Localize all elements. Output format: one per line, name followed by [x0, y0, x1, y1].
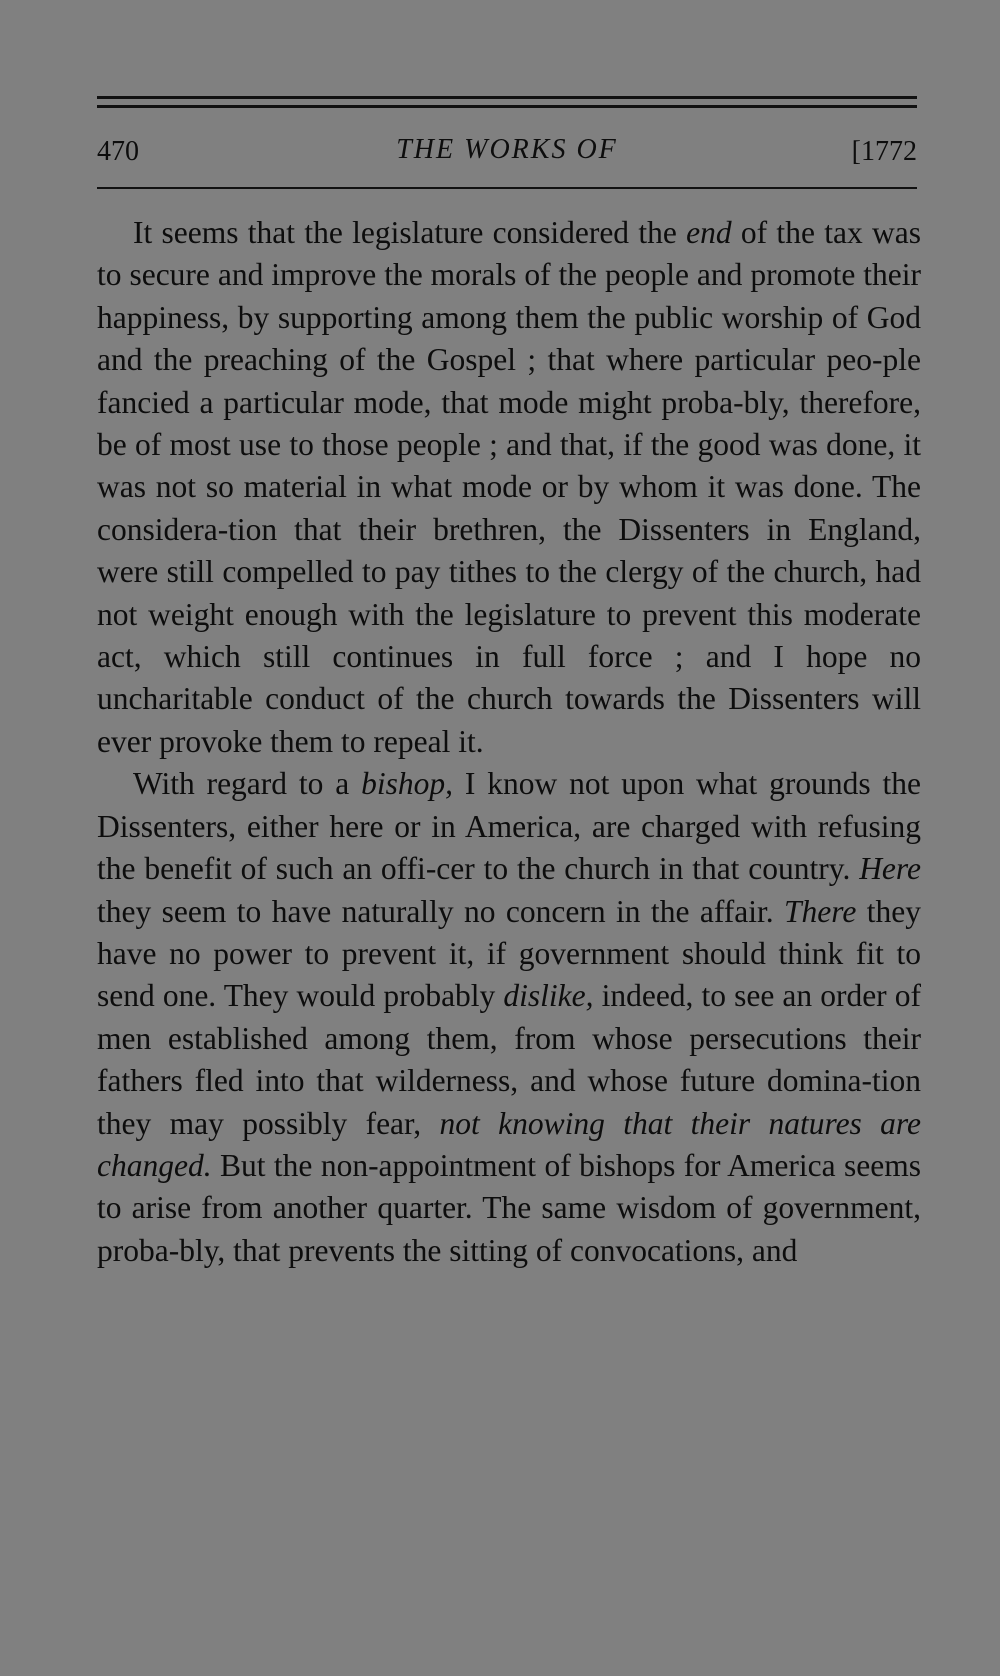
text-run: they have no power to prevent it, if government should think fit to send one. They would probably [97, 893, 921, 1014]
italic-text: Here [859, 851, 921, 887]
text-run: But the non-appointment of bishops for America seems to arise from another quarter. The same wisdom of government, proba-bly, that prevents the sitting of convocations, and [97, 1147, 921, 1268]
italic-text: There [784, 893, 857, 929]
top-rule-double [97, 105, 917, 108]
top-rule [97, 96, 917, 99]
text-run: indeed, to see an order of men established among them, from whose persecutions their fathers fled into that wilderness, and whose future domina-tion they may possibly fear, [97, 978, 921, 1141]
paragraph [97, 212, 921, 763]
running-title: THE WORKS OF [396, 134, 618, 165]
italic-text: bishop, [361, 766, 453, 802]
header-year: [1772 [851, 136, 917, 167]
text-run: they seem to have naturally no concern in the affair. [97, 893, 785, 929]
italic-text: end [686, 215, 732, 250]
text-run: of the tax was to secure and improve the morals of the people and promote their happiness, by supporting among them the public worship of God and the preaching of the Gospel ; that where particular peo-ple fancied a particular mode, that mode might proba-bly, therefore, be of most use to those people ; and that, if the good was done, it was not so material in what mode or by whom it was done. The considera-tion that their brethren, the Dissenters in England, were still compelled to pay tithes to the clergy of the church, had not weight enough with the legislature to prevent this moderate act, which still continues in full force ; and I hope no uncharitable conduct of the church towards the Dissenters will ever provoke them to repeal it. [97, 215, 921, 759]
italic-text: not knowing that their natures are changed. [97, 1105, 921, 1183]
text-run: It seems that the legislature considered the [133, 215, 687, 250]
page-header [97, 132, 917, 172]
header-rule [97, 187, 917, 189]
text-run: With regard to a [133, 766, 362, 802]
text-run: I know not upon what grounds the Dissenters, either here or in America, are charged with refusing the benefit of such an offi-cer to the church in that country. [97, 766, 921, 887]
page-number: 470 [97, 136, 139, 167]
body-text [97, 212, 921, 1272]
paragraph [97, 763, 921, 1272]
italic-text: dislike, [503, 978, 594, 1014]
